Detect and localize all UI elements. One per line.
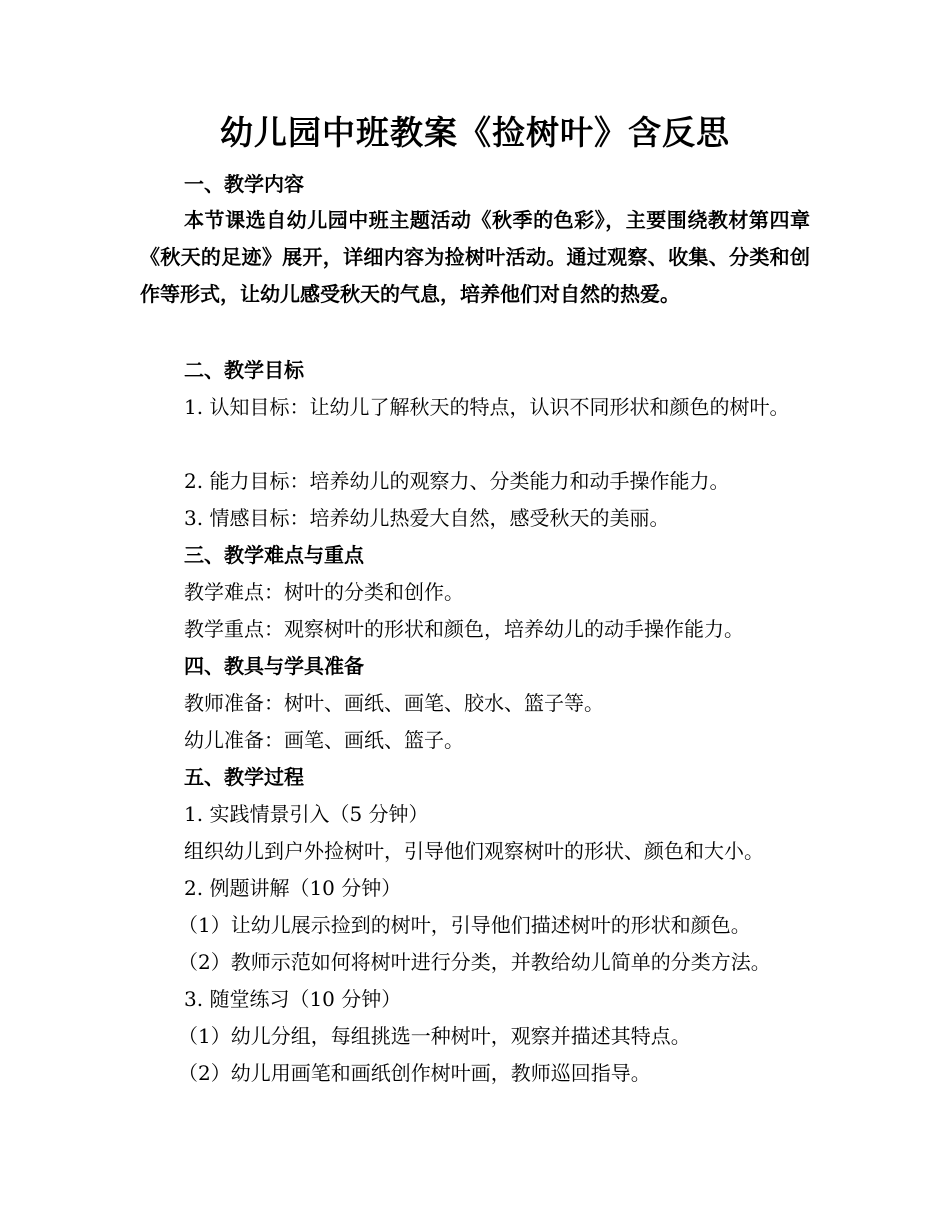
section-heading-materials: 四、教具与学具准备 bbox=[184, 654, 364, 678]
child-materials-text: 幼儿准备：画笔、画纸、篮子。 bbox=[184, 728, 464, 752]
process-step-1: 1. 实践情景引入（5 分钟） bbox=[184, 802, 429, 826]
process-step-3a: （1）幼儿分组，每组挑选一种树叶，观察并描述其特点。 bbox=[178, 1024, 691, 1048]
key-point-text: 教学重点：观察树叶的形状和颜色，培养幼儿的动手操作能力。 bbox=[184, 617, 744, 641]
section-heading-content: 一、教学内容 bbox=[184, 172, 304, 196]
process-step-2: 2. 例题讲解（10 分钟） bbox=[184, 876, 402, 900]
process-step-2a: （1）让幼儿展示捡到的树叶，引导他们描述树叶的形状和颜色。 bbox=[178, 913, 751, 937]
content-paragraph: 本节课选自幼儿园中班主题活动《秋季的色彩》，主要围绕教材第四章《秋天的足迹》展开，详细内容为捡树叶活动。通过观察、收集、分类和创作等形式，让幼儿感受秋天的气息，培养他们对自然的热爱。 bbox=[140, 208, 810, 306]
goal-item-1: 1. 认知目标：让幼儿了解秋天的特点，认识不同形状和颜色的树叶。 bbox=[184, 395, 790, 419]
process-step-3: 3. 随堂练习（10 分钟） bbox=[184, 987, 402, 1011]
difficulty-text: 教学难点：树叶的分类和创作。 bbox=[184, 580, 464, 604]
goal-item-3: 3. 情感目标：培养幼儿热爱大自然，感受秋天的美丽。 bbox=[184, 506, 670, 530]
goal-item-2: 2. 能力目标：培养幼儿的观察力、分类能力和动手操作能力。 bbox=[184, 469, 730, 493]
document-title: 幼儿园中班教案《捡树叶》含反思 bbox=[220, 113, 730, 152]
section-heading-process: 五、教学过程 bbox=[184, 765, 304, 789]
teacher-materials-text: 教师准备：树叶、画纸、画笔、胶水、篮子等。 bbox=[184, 691, 604, 715]
section-heading-goals: 二、教学目标 bbox=[184, 358, 304, 382]
section-heading-difficulty: 三、教学难点与重点 bbox=[184, 543, 364, 567]
process-step-1-text: 组织幼儿到户外捡树叶，引导他们观察树叶的形状、颜色和大小。 bbox=[184, 839, 764, 863]
process-step-3b: （2）幼儿用画笔和画纸创作树叶画，教师巡回指导。 bbox=[178, 1061, 651, 1085]
process-step-2b: （2）教师示范如何将树叶进行分类，并教给幼儿简单的分类方法。 bbox=[178, 950, 771, 974]
